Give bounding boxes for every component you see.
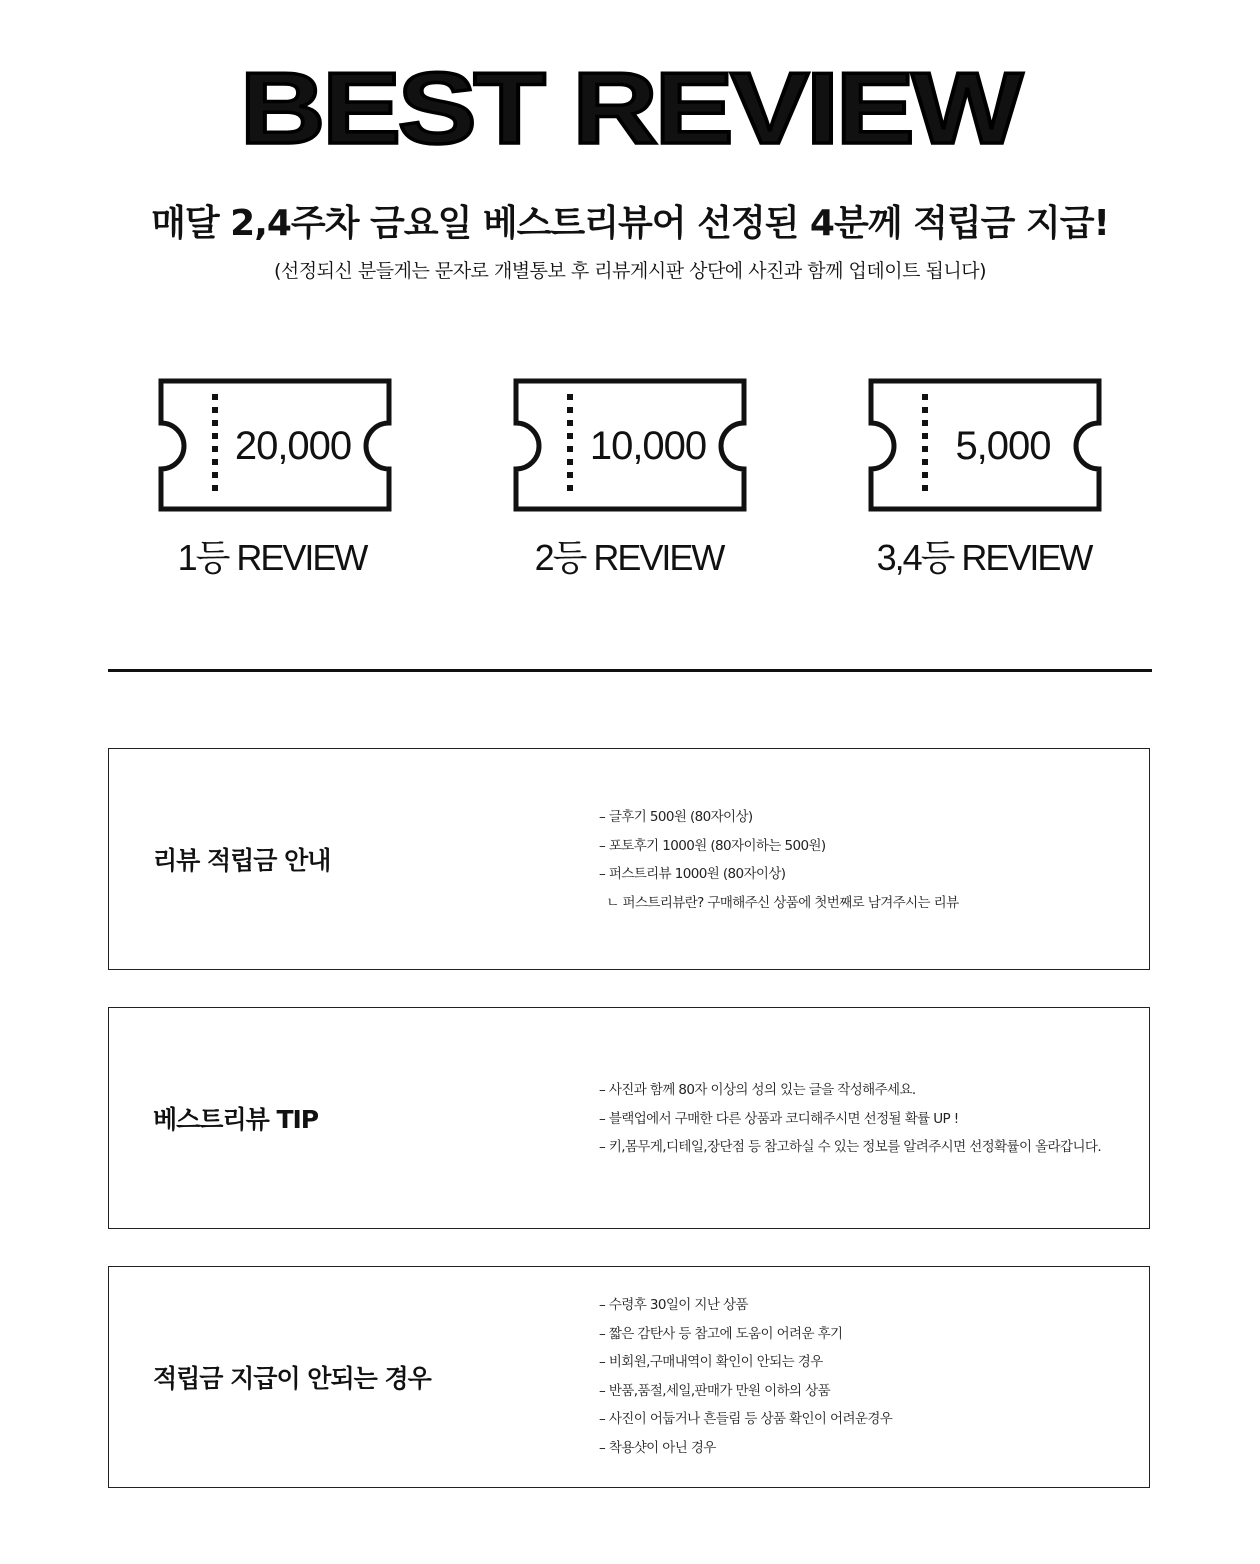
list-item: – 사진이 어둡거나 흔들림 등 상품 확인이 어려운경우	[599, 1411, 893, 1428]
rank-label-first: 1등 REVIEW	[177, 537, 367, 578]
list-item: – 수령후 30일이 지난 상품	[599, 1297, 748, 1313]
section-title: 리뷰 적립금 안내	[153, 846, 331, 875]
ticket-amount: 10,000	[589, 424, 707, 468]
ticket-first-prize	[158, 378, 394, 514]
section-title: 적립금 지급이 안되는 경우	[153, 1364, 431, 1393]
reward-exclusion-box	[108, 1266, 1150, 1488]
list-item: ㄴ 퍼스트리뷰란? 구매해주신 상품에 첫번째로 남겨주시는 리뷰	[599, 894, 959, 911]
best-review-tip-box	[108, 1007, 1150, 1229]
list-item: – 글후기 500원 (80자이상)	[599, 809, 753, 825]
ticket-third-prize	[868, 378, 1104, 514]
section-title: 베스트리뷰 TIP	[153, 1105, 319, 1134]
section-list	[599, 1076, 1101, 1162]
ticket-amount: 5,000	[955, 424, 1051, 468]
list-item: – 블랙업에서 구매한 다른 상품과 코디해주시면 선정될 확률 UP !	[599, 1110, 959, 1127]
list-item: – 키,몸무게,디테일,장단점 등 참고하실 수 있는 정보를 알려주시면 선정확률이 올라갑니다.	[599, 1139, 1102, 1156]
section-list	[599, 803, 959, 917]
list-item: – 착용샷이 아닌 경우	[599, 1439, 716, 1456]
ticket-second-prize	[513, 378, 749, 514]
section-list	[599, 1291, 892, 1463]
list-item: – 퍼스트리뷰 1000원 (80자이상)	[599, 866, 786, 883]
subline: (선정되신 분들게는 문자로 개별통보 후 리뷰게시판 상단에 사진과 함께 업데이트 됩니다)	[274, 260, 986, 282]
review-reward-info-box	[108, 748, 1150, 970]
page-title: BEST REVIEW	[240, 51, 1020, 166]
section-divider	[108, 669, 1152, 672]
ticket-amount: 20,000	[234, 424, 352, 468]
list-item: – 포토후기 1000원 (80자이하는 500원)	[599, 837, 826, 854]
rank-label-second: 2등 REVIEW	[534, 537, 724, 578]
list-item: – 사진과 함께 80자 이상의 성의 있는 글을 작성해주세요.	[599, 1082, 916, 1098]
list-item: – 비회원,구매내역이 확인이 안되는 경우	[599, 1354, 823, 1371]
headline: 매달 2,4주차 금요일 베스트리뷰어 선정된 4분께 적립금 지급!	[151, 203, 1109, 244]
list-item: – 짧은 감탄사 등 참고에 도움이 어려운 후기	[599, 1325, 843, 1342]
rank-label-third-fourth: 3,4등 REVIEW	[876, 537, 1092, 578]
list-item: – 반품,품절,세일,판매가 만원 이하의 상품	[599, 1382, 831, 1399]
